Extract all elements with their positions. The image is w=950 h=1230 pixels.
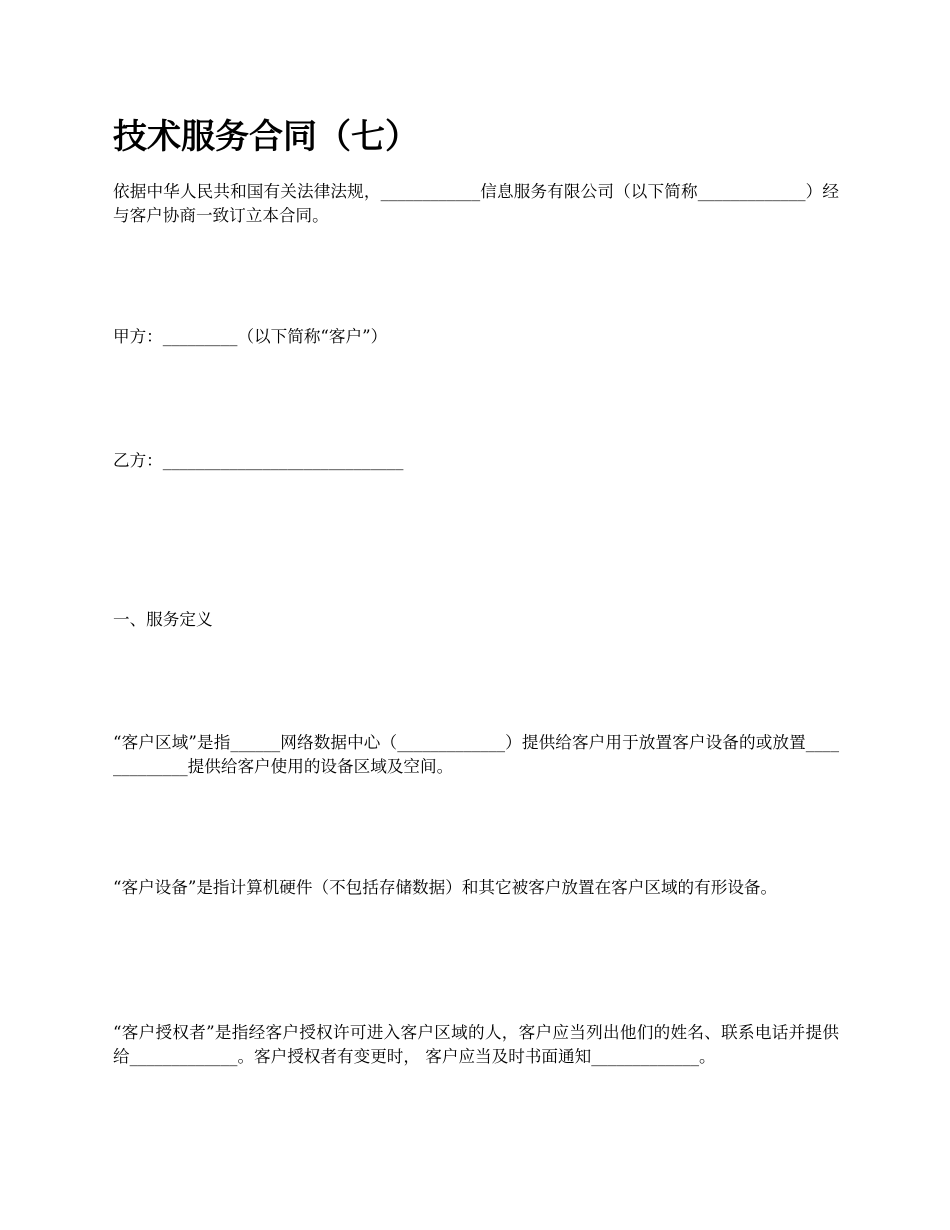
document-title: 技术服务合同（七） (113, 117, 419, 157)
party-b-line: 乙方：_____________________________ (113, 451, 404, 470)
definition-customer-area: “客户区域”是指______网络数据中心（_____________）提供给客户用于放置客户设备的或放置_____________提供给客户使用的设备区域及空间。 (113, 733, 839, 776)
definition-authorized-person: “客户授权者”是指经客户授权许可进入客户区域的人，客户应当列出他们的姓名、联系电话并提供给_____________。客户授权者有变更时， 客户应当及时书面通知_____________。 (113, 1023, 839, 1066)
party-a-line: 甲方：_________（以下简称“客户”） (113, 327, 388, 346)
intro-paragraph: 依据中华人民共和国有关法律法规，____________信息服务有限公司（以下简称_____________）经与客户协商一致订立本合同。 (113, 182, 839, 225)
definition-customer-equipment: “客户设备”是指计算机硬件（不包括存储数据）和其它被客户放置在客户区域的有形设备。 (113, 878, 778, 897)
section-heading-service-definition: 一、服务定义 (113, 610, 213, 629)
